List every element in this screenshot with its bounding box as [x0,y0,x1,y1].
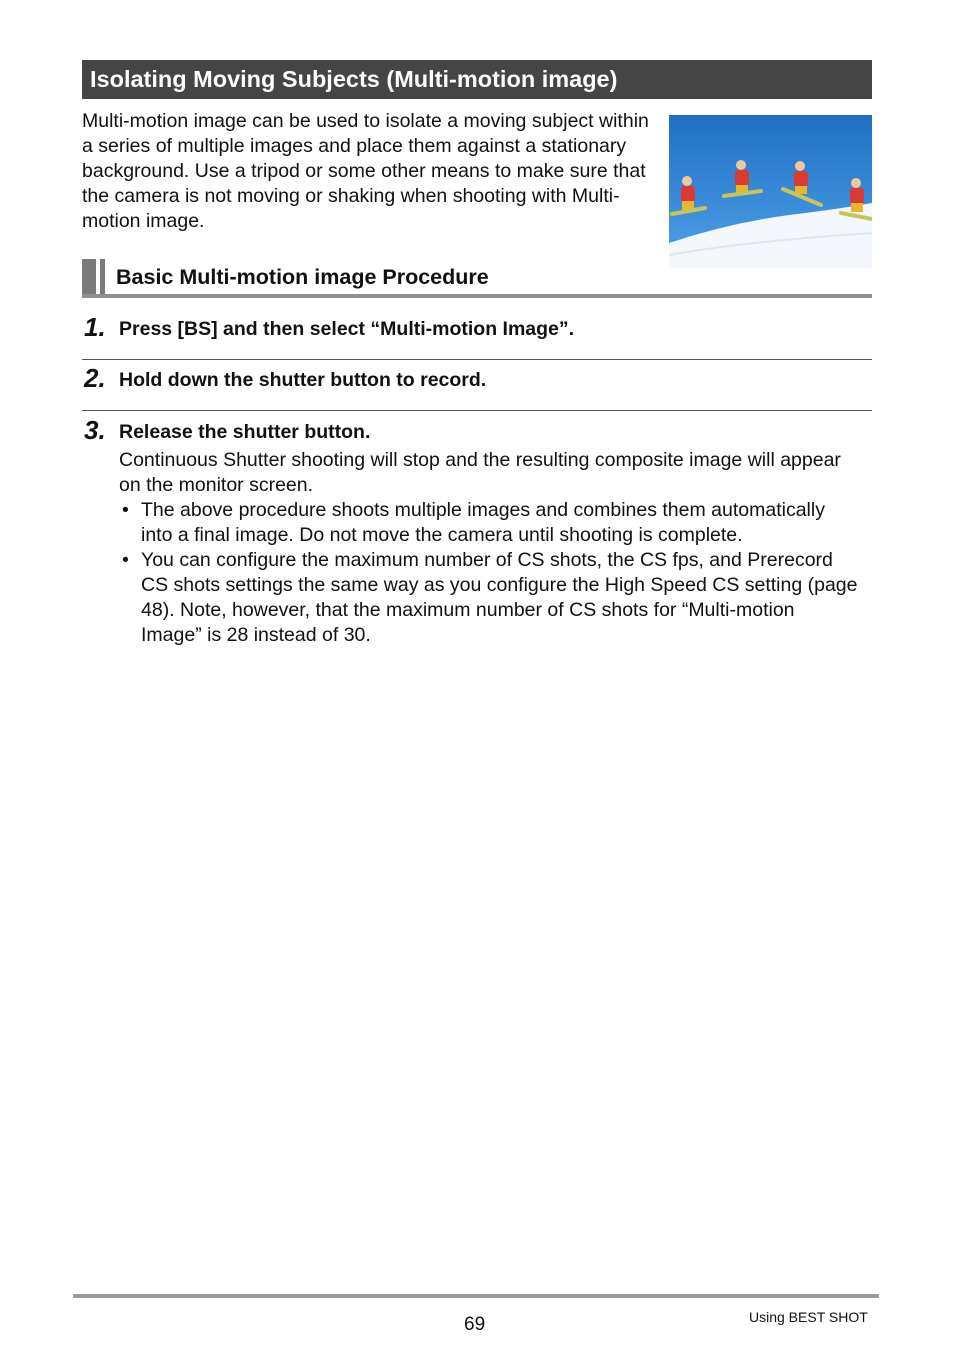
bullet-marker: • [122,549,129,571]
page-title: Isolating Moving Subjects (Multi-motion image) [90,66,618,92]
note-item [119,548,859,648]
step-divider [82,410,872,411]
section-title: Basic Multi-motion image Procedure [116,265,489,289]
step-1-number: 1. [84,312,106,342]
footer-rule [73,1294,879,1298]
section-marker-thin [100,259,105,296]
step-2-number: 2. [84,363,106,393]
section-marker [82,259,96,296]
note-text: The above procedure shoots multiple images and combines them automatically into a final image. Do not move the camera until shooting is complete. [141,499,825,546]
page-number: 69 [464,1314,486,1335]
step-3-description: Continuous Shutter shooting will stop and the resulting composite image will appear on the monitor screen. [119,449,841,496]
note-item [119,498,859,548]
step-1-text: Press [BS] and then select “Multi-motion Image”. [119,318,575,340]
step-divider [82,359,872,360]
note-text: You can configure the maximum number of CS shots, the CS fps, and Prerecord CS shots settings the same way as you configure the High Speed CS setting (page 48). Note, however, that the maximum number of CS shots for “Multi-motion Image” is 28 instead of 30. [141,549,858,646]
bullet-marker: • [122,499,129,521]
section-underline [82,294,872,298]
step-3-text: Release the shutter button. [119,421,371,443]
snowboarder-photo [669,115,872,268]
note-list [119,498,859,648]
snowboarder-multi-motion-icon [669,115,872,268]
footer-section-label: Using BEST SHOT [749,1309,868,1325]
step-2-text: Hold down the shutter button to record. [119,369,487,391]
intro-paragraph: Multi-motion image can be used to isolate a moving subject within a series of multiple images and place them against a stationary background. Use a tripod or some other means to make sure that the camera is not moving or shaking when shooting with Multi-motion image. [82,110,649,232]
step-3-number: 3. [84,415,106,445]
